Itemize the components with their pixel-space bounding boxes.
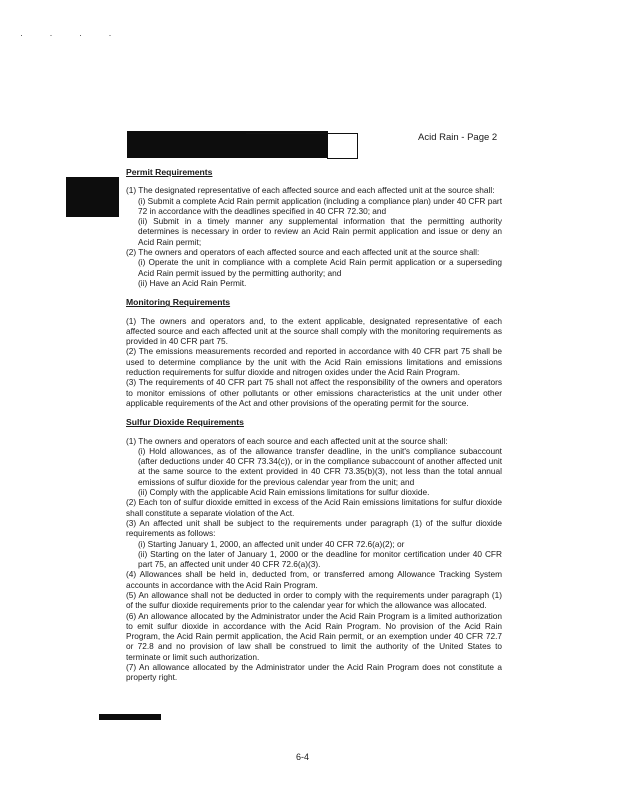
document-body: [126, 167, 502, 692]
section-monitoring-requirements: [126, 297, 502, 408]
scan-artifact-marks: · · · ·: [20, 30, 124, 40]
section-sulfur-dioxide-requirements: [126, 417, 502, 682]
paragraph: (3) An affected unit shall be subject to the requirements under paragraph (1) of the sulfur dioxide requirements as follows:: [126, 517, 502, 539]
header-bracket: [327, 133, 358, 159]
paragraph: (4) Allowances shall be held in, deducted from, or transferred among Allowance Tracking System accounts in accordance with the Acid Rain Program.: [126, 569, 502, 590]
paragraph: (5) An allowance shall not be deducted in order to comply with the requirements under paragraph (1) of the sulfur dioxide requirements prior to the calendar year for which the allowance was allocated.: [126, 589, 502, 611]
paragraph: (1) The owners and operators and, to the extent applicable, designated representative of each affected source and each affected unit at the source shall comply with the monitoring requirements as provided in 40 CFR part 75.: [126, 315, 502, 347]
paragraph: (6) An allowance allocated by the Administrator under the Acid Rain Program is a limited authorization to emit sulfur dioxide in accordance with the Acid Rain Program. No provision of the Acid Rain Program, the Acid Rain permit application, the Acid Rain permit, or an exemption under 40 CFR 72.7 or 72.8 and no provision of law shall be construed to limit the authority of the United States to terminate or limit such authorization.: [126, 610, 502, 662]
paragraph: (3) The requirements of 40 CFR part 75 shall not affect the responsibility of the owners and operators to monitor emissions of other pollutants or other emissions characteristics at the unit under other applicable requirements of the Act and other provisions of the operating permit for the source.: [126, 377, 502, 408]
paragraph: (2) Each ton of sulfur dioxide emitted in excess of the Acid Rain emissions limitations for sulfur dioxide shall constitute a separate violation of the Act.: [126, 497, 502, 518]
section-permit-requirements: [126, 167, 502, 288]
paragraph: (ii) Have an Acid Rain Permit.: [138, 277, 247, 288]
redaction-block-header: [127, 131, 328, 158]
section-title: Permit Requirements: [126, 167, 213, 177]
paragraph: (2) The emissions measurements recorded and reported in accordance with 40 CFR part 75 shall be used to determine compliance by the unit with the Acid Rain emissions limitations and emissions reduction requirements for sulfur dioxide and nitrogen oxides under the Acid Rain Program.: [126, 346, 502, 378]
paragraph: (2) The owners and operators of each affected source and each affected unit at the source shall:: [126, 247, 480, 258]
paragraph: (1) The owners and operators of each source and each affected unit at the source shall:: [126, 435, 448, 446]
paragraph: (ii) Submit in a timely manner any supplemental information that the permitting authority determines is necessary in order to review an Acid Rain permit application and issue or deny an Acid Rain permit;: [138, 216, 502, 247]
paragraph: (i) Starting January 1, 2000, an affected unit under 40 CFR 72.6(a)(2); or: [138, 538, 405, 549]
paragraph: (i) Hold allowances, as of the allowance transfer deadline, in the unit's compliance subaccount (after deductions under 40 CFR 73.34(c)), or in the compliance subaccount of another affected unit at the same source to the extent provided in 40 CFR 73.35(b)(3), not less than the total annual emissions of sulfur dioxide for the previous calendar year from the unit; and: [138, 445, 502, 487]
paragraph: (i) Submit a complete Acid Rain permit application (including a compliance plan) under 40 CFR part 72 in accordance with the deadlines specified in 40 CFR 72.30; and: [138, 195, 502, 216]
paragraph: (1) The designated representative of each affected source and each affected unit at the source shall:: [126, 185, 495, 196]
page-header-label: Acid Rain - Page 2: [418, 132, 498, 143]
paragraph: (i) Operate the unit in compliance with a complete Acid Rain permit application or a superseding Acid Rain permit issued by the permitting authority; and: [138, 257, 502, 278]
section-title: Sulfur Dioxide Requirements: [126, 417, 244, 428]
paragraph: (ii) Starting on the later of January 1, 2000 or the deadline for monitor certification under 40 CFR part 75, an affected unit under 40 CFR 72.6(a)(3).: [138, 548, 502, 570]
redaction-block-footer: [99, 714, 161, 720]
redaction-block-side: [66, 177, 119, 217]
paragraph: (ii) Comply with the applicable Acid Rain emissions limitations for sulfur dioxide.: [138, 487, 430, 498]
section-title: Monitoring Requirements: [126, 297, 231, 308]
paragraph: (7) An allowance allocated by the Administrator under the Acid Rain Program does not constitute a property right.: [126, 662, 502, 683]
page-number: 6-4: [296, 752, 310, 762]
